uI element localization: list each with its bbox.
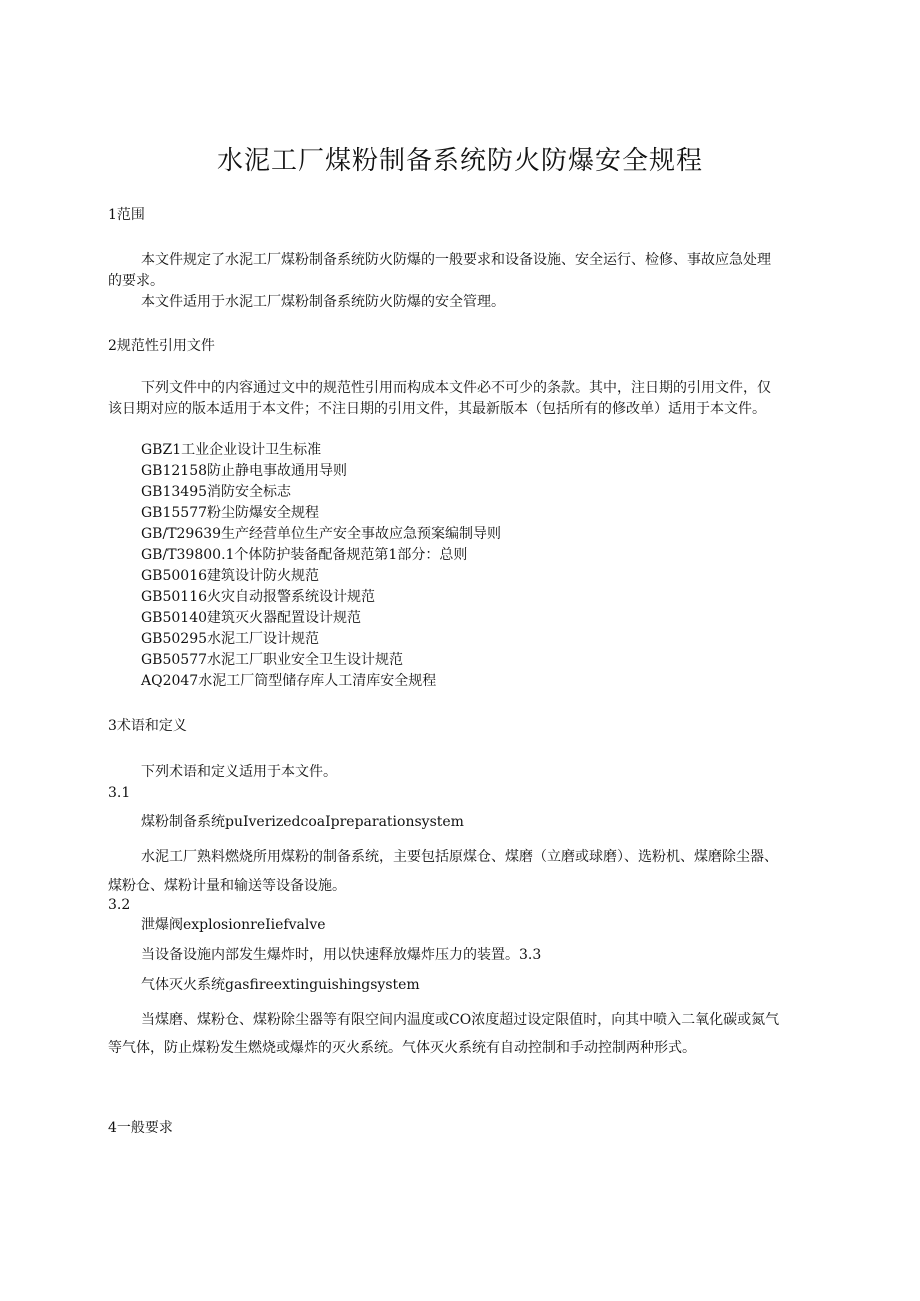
reference-item: GB50295水泥工厂设计规范 xyxy=(141,631,320,647)
reference-item: GB50116火灾自动报警系统设计规范 xyxy=(141,589,376,605)
reference-item: GB13495消防安全标志 xyxy=(141,484,292,500)
reference-item: GB50577水泥工厂职业安全卫生设计规范 xyxy=(141,652,404,668)
reference-item: GB15577粉尘防爆安全规程 xyxy=(141,505,320,521)
reference-item: AQ2047水泥工厂筒型储存库人工清库安全规程 xyxy=(141,673,437,689)
document-title: 水泥工厂煤粉制备系统防火防爆安全规程 xyxy=(216,146,703,176)
term-number-3-2: 3.2 xyxy=(108,897,131,913)
section-2-intro: 下列文件中的内容通过文中的规范性引用而构成本文件必不可少的条款。其中，注日期的引用文件，仅该日期对应的版本适用于本文件；不注日期的引用文件，其最新版本（包括所有的修改单）适用于本文件。 xyxy=(108,380,771,417)
term-number-3-1: 3.1 xyxy=(108,785,131,801)
section-3-intro: 下列术语和定义适用于本文件。 xyxy=(141,764,337,780)
reference-item: GB/T29639生产经营单位生产安全事故应急预案编制导则 xyxy=(141,526,502,542)
reference-item: GB50140建筑灭火器配置设计规范 xyxy=(141,610,362,626)
reference-item: GB12158防止静电事故通用导则 xyxy=(141,463,348,479)
term-3-3: 气体灭火系统gasfireextinguishingsystem xyxy=(141,977,420,993)
section-3-heading: 3术语和定义 xyxy=(108,718,187,734)
term-3-1: 煤粉制备系统puIverizedcoaIpreparationsystem xyxy=(141,814,464,830)
section-1-paragraph-1: 本文件规定了水泥工厂煤粉制备系统防火防爆的一般要求和设备设施、安全运行、检修、事故应急处理的要求。 xyxy=(108,252,771,289)
section-2-heading: 2规范性引用文件 xyxy=(108,338,215,354)
definition-3-2: 当设备设施内部发生爆炸时，用以快速释放爆炸压力的装置。3.3 xyxy=(141,947,542,963)
reference-item: GB50016建筑设计防火规范 xyxy=(141,568,320,584)
definition-3-1: 水泥工厂熟料燃烧所用煤粉的制备系统，主要包括原煤仓、煤磨（立磨或球磨）、选粉机、煤磨除尘器、煤粉仓、煤粉计量和输送等设备设施。 xyxy=(108,849,778,894)
reference-item: GBZ1工业企业设计卫生标准 xyxy=(141,442,322,458)
section-1-paragraph-2: 本文件适用于水泥工厂煤粉制备系统防火防爆的安全管理。 xyxy=(141,294,505,310)
reference-item: GB/T39800.1个体防护装备配备规范第1部分：总则 xyxy=(141,547,468,563)
term-3-2: 泄爆阀explosionreIiefvalve xyxy=(141,917,326,933)
section-4-heading: 4一般要求 xyxy=(108,1120,173,1136)
definition-3-3: 当煤磨、煤粉仓、煤粉除尘器等有限空间内温度或CO浓度超过设定限值时，向其中喷入二氧化碳或氮气等气体，防止煤粉发生燃烧或爆炸的灭火系统。气体灭火系统有自动控制和手动控制两种形式。 xyxy=(108,1012,780,1056)
section-1-heading: 1范围 xyxy=(108,207,145,223)
